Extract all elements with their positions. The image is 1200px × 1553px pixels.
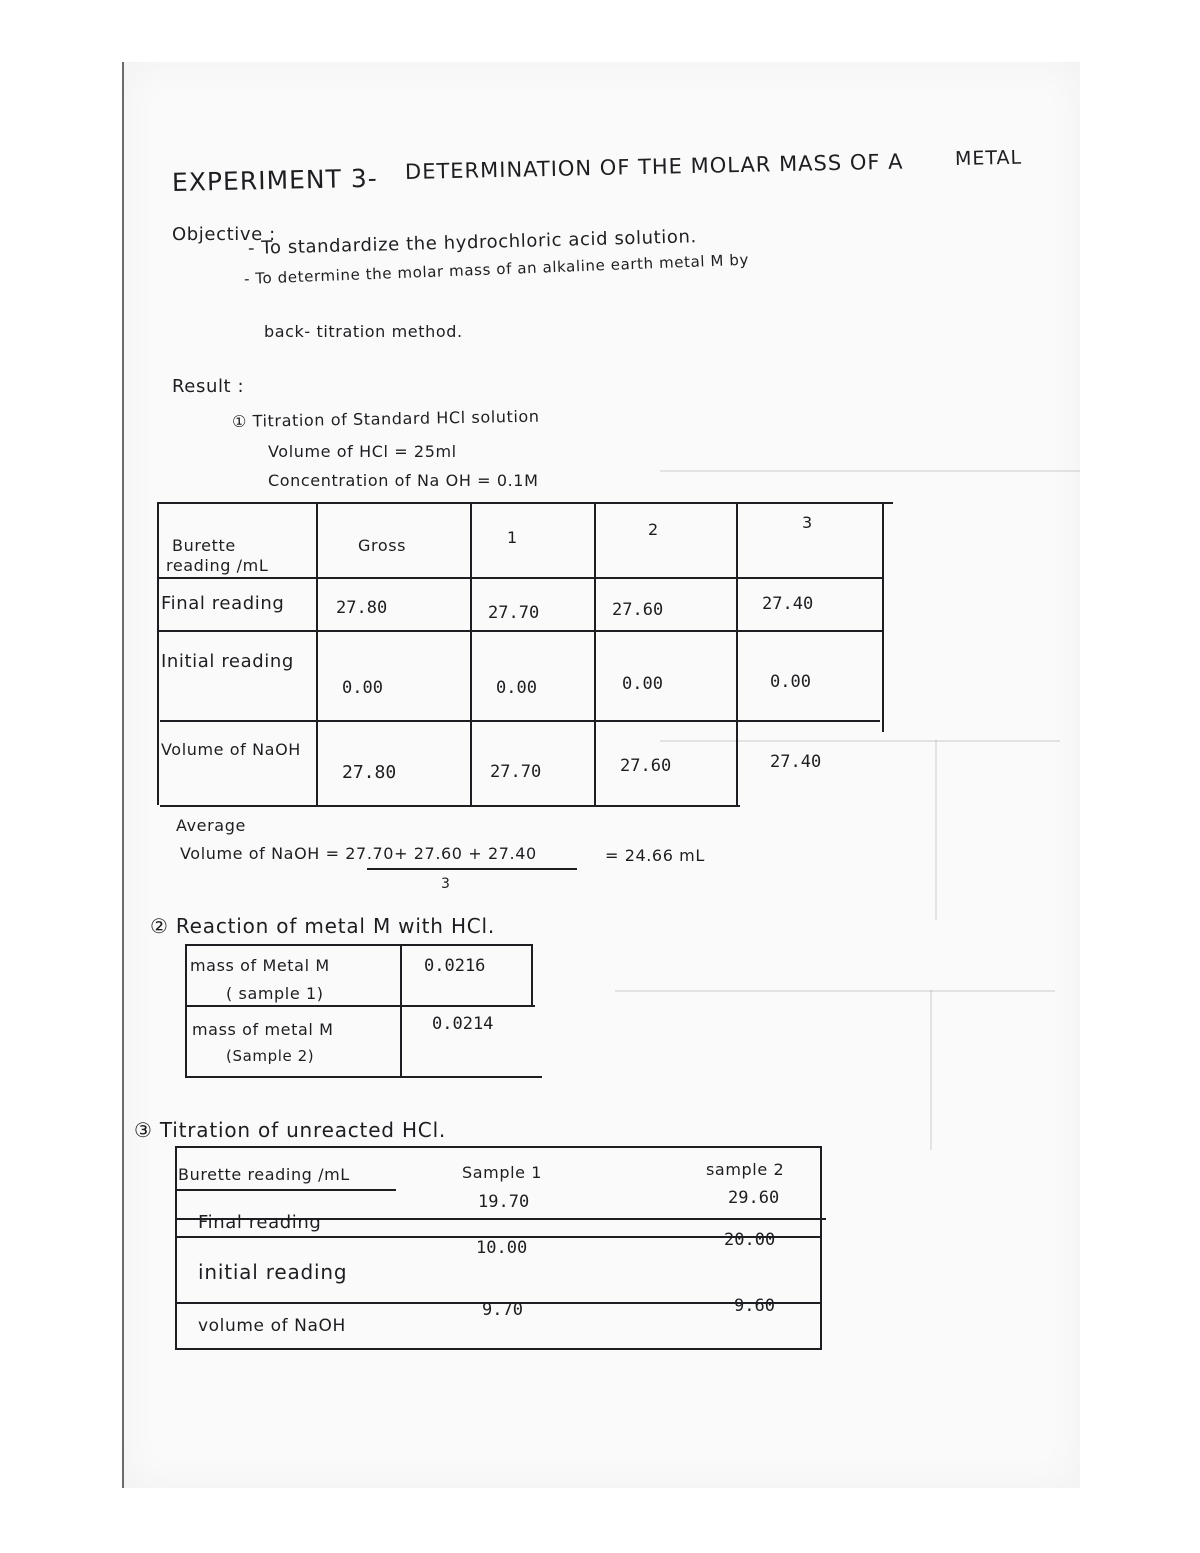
table1-cell: 27.80	[336, 598, 388, 618]
section3-heading: ③ Titration of unreacted HCl.	[134, 1118, 447, 1142]
table1-col-2: 2	[648, 520, 659, 539]
volume-hcl: Volume of HCl = 25ml	[268, 442, 457, 461]
table3-cell: 20.00	[724, 1230, 776, 1250]
table1-header-label-units: reading /mL	[166, 556, 269, 575]
metal-mass-label: mass of Metal M	[190, 956, 330, 975]
objective-item-2-cont: back- titration method.	[264, 322, 463, 341]
average-expression: Volume of NaOH = 27.70+ 27.60 + 27.40	[180, 844, 537, 863]
metal-mass-sample: ( sample 1)	[226, 984, 324, 1003]
bleed-through-line	[930, 990, 932, 1150]
average-label: Average	[176, 816, 246, 835]
objective-item-2: - To determine the molar mass of an alkaline earth metal M by	[243, 250, 750, 288]
table1-cell: 0.00	[496, 678, 537, 698]
table1-cell: 0.00	[770, 672, 811, 692]
table1-cell: 0.00	[622, 674, 663, 694]
table1-col-3: 3	[802, 513, 813, 532]
bleed-through-line	[935, 740, 937, 920]
page-title-last-word: METAL	[954, 146, 1023, 170]
table1-cell: 27.70	[488, 603, 540, 623]
bleed-through-line	[660, 740, 1060, 742]
table1-cell: 27.60	[612, 600, 664, 620]
metal-mass-sample: (Sample 2)	[226, 1047, 315, 1065]
table3-cell: 9.70	[482, 1300, 523, 1320]
bleed-through-line	[615, 990, 1055, 992]
table3-cell: 9.60	[734, 1296, 775, 1316]
table1-row-label: Initial reading	[161, 651, 294, 672]
table3-row-label: Final reading	[198, 1212, 322, 1233]
table1-header-label: Burette	[172, 536, 236, 555]
average-divisor: 3	[441, 876, 451, 892]
table3-row-label: initial reading	[198, 1260, 348, 1284]
fraction-bar	[367, 868, 577, 870]
result-label: Result :	[172, 376, 245, 397]
table1-cell: 0.00	[342, 678, 383, 698]
average-result: = 24.66 mL	[605, 846, 705, 865]
table1-cell: 27.70	[490, 762, 542, 782]
metal-mass-value: 0.0216	[424, 956, 486, 976]
table1-row-label: Volume of NaOH	[161, 740, 301, 759]
table3-cell: 19.70	[478, 1192, 530, 1212]
metal-mass-label: mass of metal M	[192, 1020, 334, 1039]
section2-heading: ② Reaction of metal M with HCl.	[150, 914, 496, 938]
bleed-through-line	[660, 470, 1080, 472]
concentration-naoh: Concentration of Na OH = 0.1M	[268, 471, 539, 490]
objective-item-1: - To standardize the hydrochloric acid solution.	[247, 226, 698, 259]
table3-header-label: Burette reading /mL	[178, 1165, 350, 1184]
table1-cell: 27.60	[620, 756, 672, 776]
table1-col-gross: Gross	[358, 536, 407, 555]
table3-col-sample-1: Sample 1	[462, 1163, 543, 1182]
table1-cell: 27.80	[342, 762, 397, 783]
table3-cell: 10.00	[476, 1238, 528, 1258]
table1-col-1: 1	[507, 528, 518, 547]
table1-cell: 27.40	[770, 752, 822, 772]
objective-label: Objective :	[172, 224, 276, 245]
table1-row-label: Final reading	[161, 593, 285, 614]
page-title: DETERMINATION OF THE MOLAR MASS OF A	[404, 149, 904, 184]
table3-row-label: volume of NaOH	[198, 1316, 346, 1336]
table1-cell: 27.40	[762, 594, 814, 614]
experiment-number: EXPERIMENT 3-	[171, 163, 379, 197]
section1-heading: ① Titration of Standard HCl solution	[231, 406, 540, 431]
metal-mass-value: 0.0214	[432, 1014, 494, 1034]
table3-col-sample-2: sample 2	[706, 1160, 785, 1179]
table3-cell: 29.60	[728, 1188, 780, 1208]
